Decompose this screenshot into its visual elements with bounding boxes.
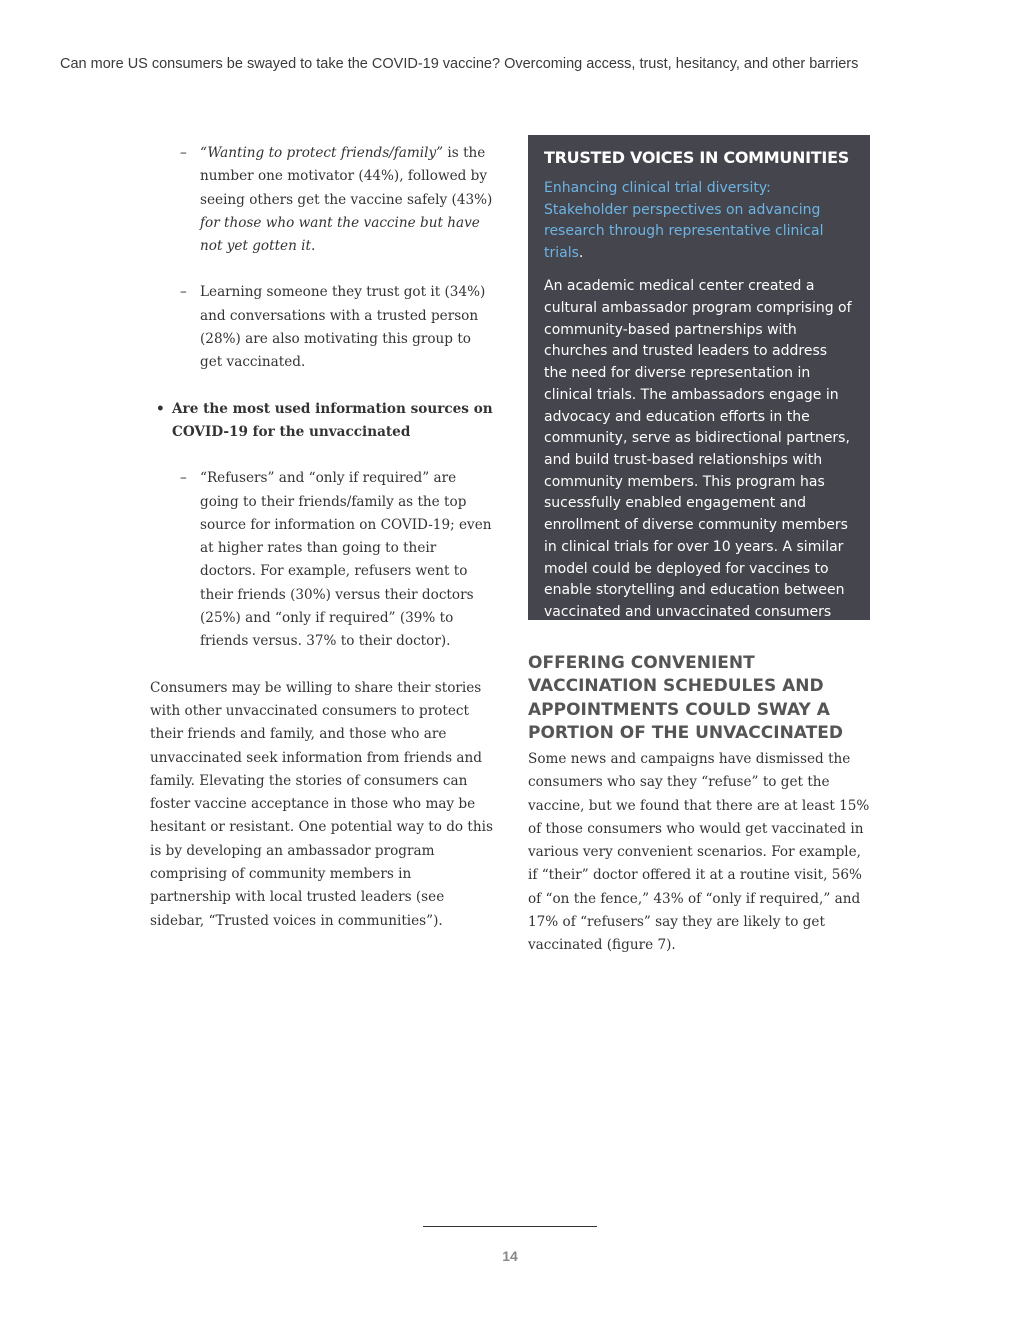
sidebar-trusted-voices bbox=[528, 135, 870, 642]
dash-list-item-refusers bbox=[150, 467, 495, 653]
dash-list-item-motivators bbox=[150, 142, 495, 258]
dash-marker: – bbox=[180, 284, 187, 301]
sidebar-link-paragraph bbox=[544, 178, 854, 264]
bullet-item-text: Are the most used information sources on COVID-19 for the unvaccinated bbox=[172, 400, 493, 440]
sidebar-title: TRUSTED VOICES IN COMMUNITIES bbox=[544, 148, 849, 167]
body-paragraph-ambassadors: Consumers may be willing to share their stories with other unvaccinated consumers to protect their friends and family, and those who are unvaccinated seek information from friends and family. Elevating the stories of consumers can foster vaccine acceptance in those who may be hesitant or resistant. One potential way to do this is by developing an ambassador program comprising of community members in partnership with local trusted leaders (see sidebar, “Trusted voices in communities”). bbox=[150, 679, 493, 929]
italic-qualifier: for those who want the vaccine but have not yet gotten it. bbox=[200, 214, 480, 255]
bullet-list-item-information-sources bbox=[150, 398, 495, 445]
dash-item-text: Learning someone they trust got it (34%) and conversations with a trusted person (28%) are also motivating this group to get vaccinated. bbox=[200, 284, 486, 371]
sidebar-body-text: An academic medical center created a cultural ambassador program comprising of community-based partnerships with churches and trusted leaders to address the need for diverse representation in clinical trials. The ambassadors engage in advocacy and education efforts in the community, serve as bidirectional partners, and build trust-based relationships with community members. This program has sucessfully enabled engagement and enrollment of diverse community members in clinical trials for over 10 years. A similar model could be deployed for vaccines to enable storytelling and education between vaccinated and unvaccinated consumers and stakeholders. bbox=[544, 278, 852, 642]
dash-marker: – bbox=[180, 470, 187, 487]
page-number: 14 bbox=[502, 1248, 518, 1264]
dash-item-text: is the number one motivator (44%), followed by seeing others get the vaccine safely (43%) bbox=[200, 145, 493, 208]
left-column bbox=[150, 142, 495, 933]
dash-list-item-trusted-person bbox=[150, 281, 495, 374]
running-header: Can more US consumers be swayed to take the COVID-19 vaccine? Overcoming access, trust, hesitancy, and other barriers bbox=[60, 56, 859, 72]
italic-quote: “Wanting to protect friends/family” bbox=[200, 145, 444, 161]
footer-divider bbox=[423, 1226, 597, 1227]
link-period: . bbox=[578, 244, 584, 261]
section-heading-convenient-vaccination: OFFERING CONVENIENT VACCINATION SCHEDULES AND APPOINTMENTS COULD SWAY A PORTION OF THE UNVACCINATED bbox=[528, 653, 843, 744]
dash-marker: – bbox=[180, 145, 187, 161]
body-paragraph-convenient-scenarios: Some news and campaigns have dismissed the consumers who say they “refuse” to get the vaccine, but we found that there are at least 15% of those consumers who would get vaccinated in various very convenient scenarios. For example, if “their” doctor offered it at a routine visit, 56% of “on the fence,” 43% of “only if required,” and 17% of “refusers” say they are likely to get vaccinated (figure 7). bbox=[528, 751, 870, 954]
dash-item-text: “Refusers” and “only if required” are going to their friends/family as the top source for information on COVID-19; even at higher rates than going to their doctors. For example, refusers went to their friends (30%) versus their doctors (25%) and “only if required” (39% to friends versus. 37% to their doctor). bbox=[200, 470, 492, 650]
clinical-trial-diversity-link[interactable]: Enhancing clinical trial diversity: Stakeholder perspectives on advancing research through representative clinical trials bbox=[544, 180, 824, 261]
bullet-marker: • bbox=[156, 400, 165, 417]
